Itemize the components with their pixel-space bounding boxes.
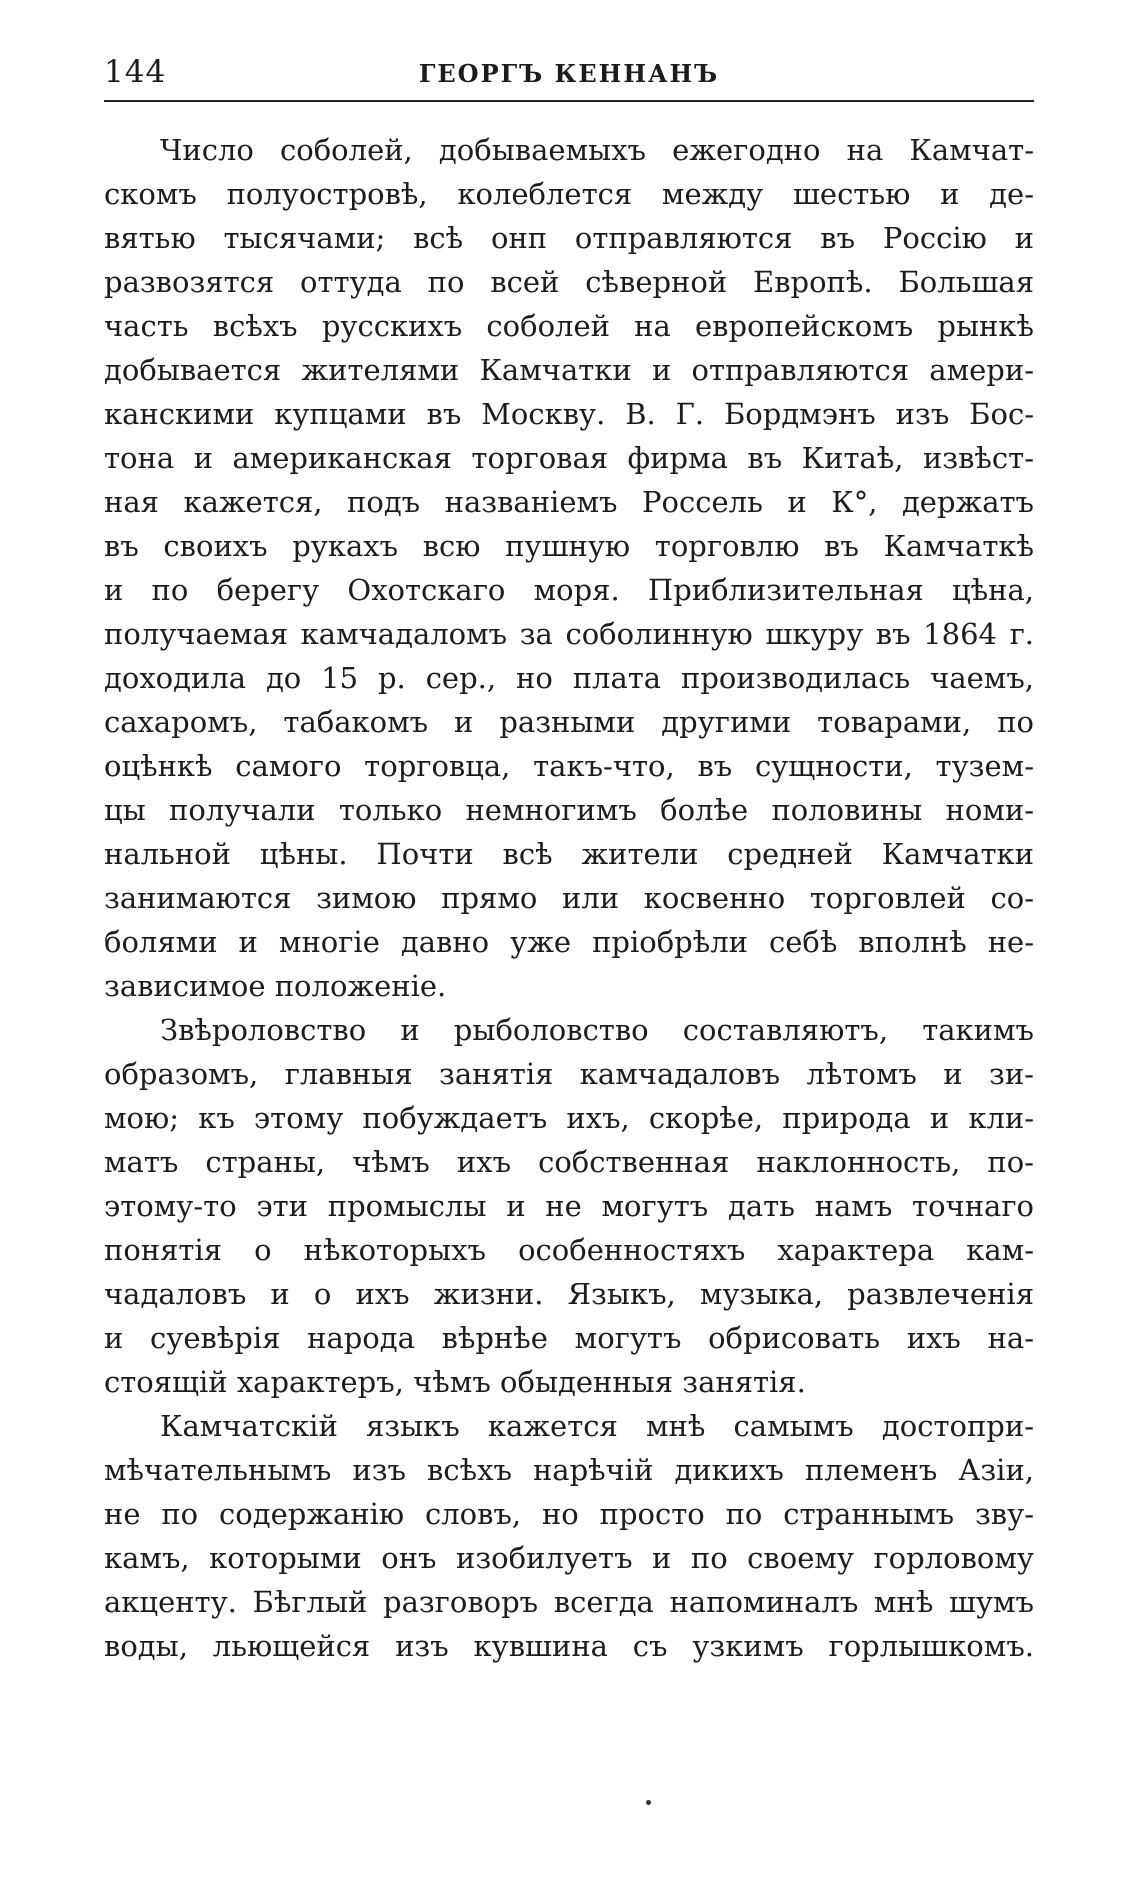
text-line: акценту. Бѣглый разговоръ всегда напоминалъ мнѣ шумъ <box>104 1585 1034 1619</box>
text-line: скомъ полуостровѣ, колеблется между шестью и де- <box>104 177 1034 211</box>
text-line: Число соболей, добываемыхъ ежегодно на Камчат- <box>160 133 1034 167</box>
text-line: болями и многіе давно уже пріобрѣли себѣ вполнѣ не- <box>104 925 1034 959</box>
text-line: доходила до 15 р. сер., но плата производилась чаемъ, <box>104 661 1034 695</box>
text-line: Звѣроловство и рыболовство составляютъ, такимъ <box>160 1013 1034 1047</box>
text-line: стоящій характеръ, чѣмъ обыденныя занятія. <box>104 1365 806 1399</box>
text-line: оцѣнкѣ самого торговца, такъ-что, въ сущности, тузем- <box>104 749 1034 783</box>
text-line: сахаромъ, табакомъ и разными другими товарами, по <box>104 705 1034 739</box>
text-line: получаемая камчадаломъ за соболинную шкуру въ 1864 г. <box>104 617 1034 651</box>
text-line: и по берегу Охотскаго моря. Приблизительная цѣна, <box>104 573 1034 607</box>
text-line: часть всѣхъ русскихъ соболей на европейскомъ рынкѣ <box>104 309 1034 343</box>
page-number: 144 <box>104 54 167 90</box>
text-line: ная кажется, подъ названіемъ Россель и К°, держатъ <box>104 485 1034 519</box>
text-line: тона и американская торговая фирма въ Китаѣ, извѣст- <box>104 441 1034 475</box>
paragraph-sables <box>104 128 1034 1008</box>
text-line: развозятся оттуда по всей сѣверной Европѣ. Большая <box>104 265 1034 299</box>
header-rule <box>104 100 1034 102</box>
paragraph-hunting <box>104 1008 1034 1404</box>
text-line: чадаловъ и о ихъ жизни. Языкъ, музыка, развлеченія <box>104 1277 1034 1311</box>
text-line: мою; къ этому побуждаетъ ихъ, скорѣе, природа и кли- <box>104 1101 1034 1135</box>
running-head <box>104 52 1034 102</box>
print-speck <box>646 1800 651 1805</box>
text-line: занимаются зимою прямо или косвенно торговлей со- <box>104 881 1034 915</box>
text-line: образомъ, главныя занятія камчадаловъ лѣтомъ и зи- <box>104 1057 1034 1091</box>
text-line: вятью тысячами; всѣ онп отправляются въ Россію и <box>104 221 1034 255</box>
text-line: матъ страны, чѣмъ ихъ собственная наклонность, по- <box>104 1145 1034 1179</box>
text-line: нальной цѣны. Почти всѣ жители средней Камчатки <box>104 837 1034 871</box>
text-line: понятія о нѣкоторыхъ особенностяхъ характера кам- <box>104 1233 1034 1267</box>
text-line: канскими купцами въ Москву. В. Г. Бордмэнъ изъ Бос- <box>104 397 1034 431</box>
text-line: этому-то эти промыслы и не могутъ дать намъ точнаго <box>104 1189 1034 1223</box>
paragraph-language <box>104 1404 1034 1668</box>
text-body <box>104 128 1034 1668</box>
text-line: камъ, которыми онъ изобилуетъ и по своему горловому <box>104 1541 1034 1575</box>
text-line: мѣчательнымъ изъ всѣхъ нарѣчій дикихъ племенъ Азіи, <box>104 1453 1034 1487</box>
text-line: въ своихъ рукахъ всю пушную торговлю въ Камчаткѣ <box>104 529 1034 563</box>
text-line: Камчатскій языкъ кажется мнѣ самымъ достопри- <box>160 1409 1034 1443</box>
running-title: ГЕОРГЪ КЕННАНЪ <box>418 59 720 88</box>
text-line: добывается жителями Камчатки и отправляются амери- <box>104 353 1034 387</box>
text-line: зависимое положеніе. <box>104 969 447 1003</box>
text-line: не по содержанію словъ, но просто по страннымъ зву- <box>104 1497 1034 1531</box>
text-line: цы получали только немногимъ болѣе половины номи- <box>104 793 1034 827</box>
text-line: воды, льющейся изъ кувшина съ узкимъ горлышкомъ. <box>104 1629 1034 1663</box>
text-line: и суевѣрія народа вѣрнѣе могутъ обрисовать ихъ на- <box>104 1321 1034 1355</box>
